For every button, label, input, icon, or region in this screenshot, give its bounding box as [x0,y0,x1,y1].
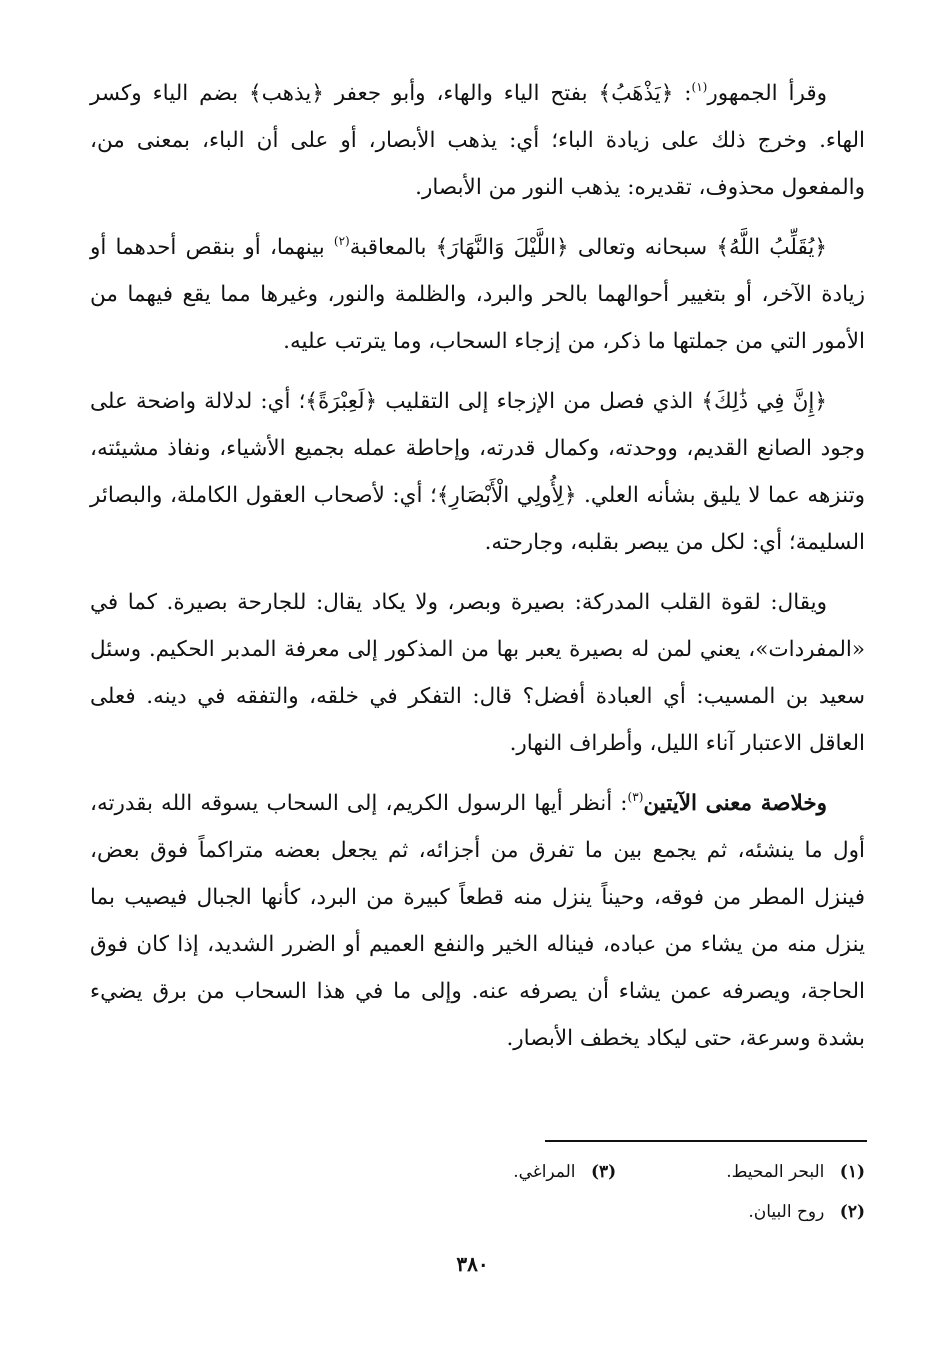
footnote-ref-3: (٣) [627,790,644,804]
footnotes [305,1152,865,1232]
paragraph-3 [90,378,865,566]
footnote-2 [748,1192,865,1232]
main-text [90,70,865,1075]
footnote-3 [513,1152,616,1192]
footnote-row-1 [305,1152,865,1192]
paragraph-2-text-a: ﴿يُقَلِّبُ اللَّهُ﴾ سبحانه وتعالى ﴿اللَّيْلَ وَالنَّهَارَ﴾ بالمعاقبة [349,235,827,260]
paragraph-4 [90,579,865,767]
footnote-ref-1: (١) [691,80,708,94]
footnote-ref-2: (٢) [333,234,350,248]
footnote-3-text: المراغي. [513,1162,576,1182]
footnote-divider [545,1140,867,1142]
footnote-1-number: (١) [839,1162,865,1182]
paragraph-2-text-b: بينهما، أو بنقص أحدهما أو زيادة الآخر، أو بتغيير أحوالهما بالحر والبرد، والظلمة والنور، وغيرها مما يقع فيهما من الأمور التي من جملتها ما ذكر، من إزجاء السحاب، وما يترتب عليه. [90,235,865,354]
paragraph-4-text: ويقال: لقوة القلب المدركة: بصيرة وبصر، ولا يكاد يقال: للجارحة بصيرة. كما في «المفردات»، يعني لمن له بصيرة يعبر بها من المذكور إلى معرفة المدبر الحكيم. وسئل سعيد بن المسيب: أي العبادة أفضل؟ قال: التفكر في خلقه، والتفقه في دينه. فعلى العاقل الاعتبار آناء الليل، وأطراف النهار. [90,590,865,756]
footnote-1 [726,1152,865,1192]
paragraph-5 [90,780,865,1062]
summary-heading: وخلاصة معنى الآيتين [643,791,827,816]
footnote-row-2 [305,1192,865,1232]
page-number: ٣٨٠ [456,1252,489,1276]
paragraph-1 [90,70,865,211]
footnote-1-text: البحر المحيط. [726,1162,825,1182]
paragraph-1-text-b: : ﴿يَذْهَبُ﴾ بفتح الياء والهاء، وأبو جعفر ﴿يذهب﴾ بضم الياء وكسر الهاء. وخرج ذلك على زيادة الباء؛ أي: يذهب الأبصار، أو على أن الباء، بمعنى من، والمفعول محذوف، تقديره: يذهب النور من الأبصار. [90,81,865,200]
footnote-2-text: روح البيان. [748,1202,825,1222]
footnote-3-number: (٣) [590,1162,617,1182]
footnote-2-number: (٢) [839,1202,865,1222]
paragraph-1-text-a: وقرأ الجمهور [707,81,827,106]
paragraph-3-text: ﴿إِنَّ فِي ذَٰلِكَ﴾ الذي فصل من الإزجاء إلى التقليب ﴿لَعِبْرَةً﴾؛ أي: لدلالة واضحة على وجود الصانع القديم، ووحدته، وكمال قدرته، وإحاطة عمله بجميع الأشياء، ونفاذ مشيئته، وتنزهه عما لا يليق بشأنه العلي. ﴿لِأُولِي الْأَبْصَارِ﴾؛ أي: لأصحاب العقول الكاملة، والبصائر السليمة؛ أي: لكل من يبصر بقلبه، وجارحته. [90,389,865,555]
paragraph-5-text: : أنظر أيها الرسول الكريم، إلى السحاب يسوقه الله بقدرته، أول ما ينشئه، ثم يجمع بين ما تفرق من أجزائه، ثم يجعل بعضه متراكماً فوق بعض، فينزل المطر من فوقه، وحيناً ينزل منه قطعاً كبيرة من البرد، كأنها الجبال فيصيب بما ينزل منه من يشاء من عباده، فيناله الخير والنفع العميم أو الضرر الشديد، إذا كان فوق الحاجة، ويصرفه عمن يشاء أن يصرفه عنه. وإلى ما في هذا السحاب من برق يضيء بشدة وسرعة، حتى ليكاد يخطف الأبصار. [90,791,865,1051]
paragraph-2 [90,224,865,365]
